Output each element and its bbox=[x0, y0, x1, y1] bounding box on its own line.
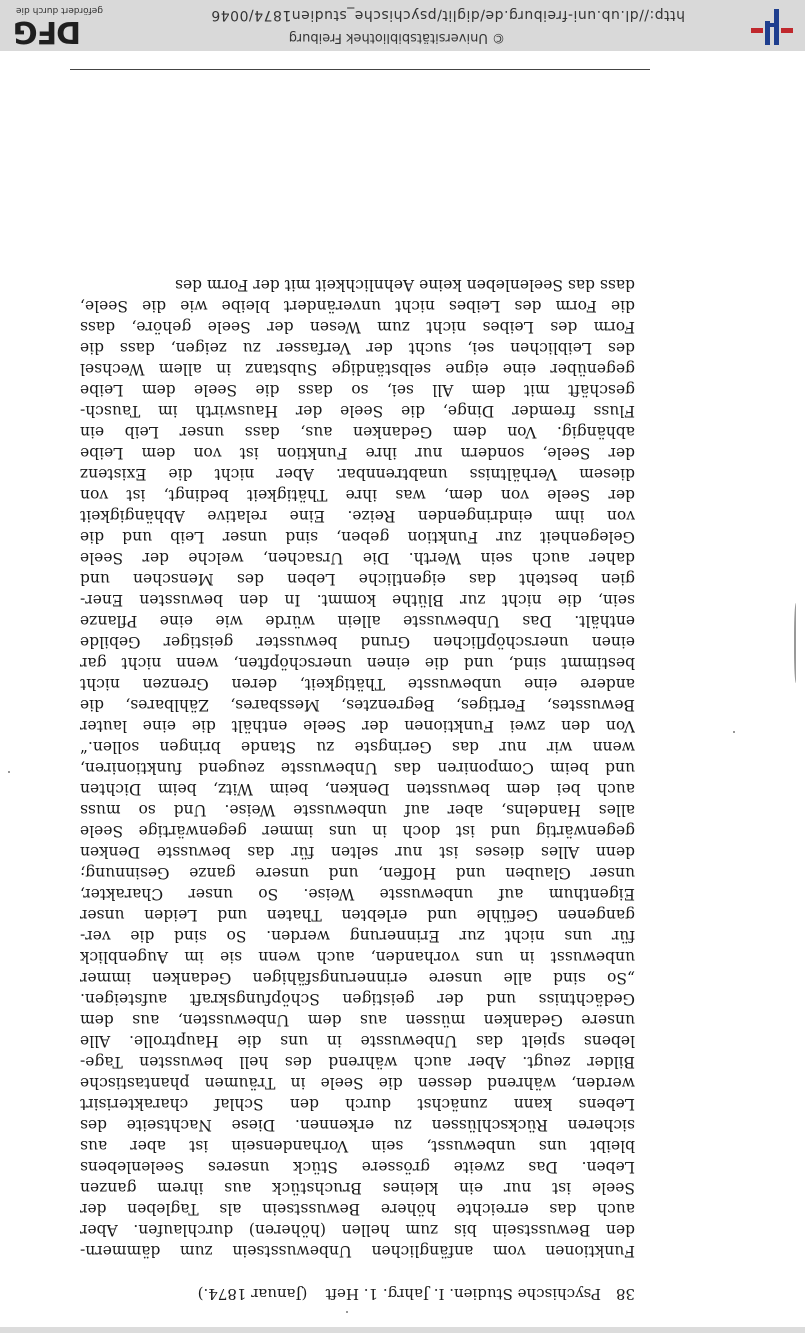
page-top-edge bbox=[0, 1327, 805, 1333]
text-line: Leben. Das zweite grössere Stück unseres Seelenlebens bbox=[80, 1158, 635, 1176]
text-line: sicheren Rückschlüssen zu erkennen. Diese Nachtseite des bbox=[80, 1116, 635, 1134]
text-line: andere eine unbewusste Thätigkeit, deren Grenzen nicht bbox=[80, 675, 635, 693]
text-line: Form des Leibes nicht zum Wesen der Seele gehöre, dass bbox=[80, 318, 635, 336]
text-line: die Form des Leibes nicht unverändert bleibe wie die Seele, bbox=[80, 297, 635, 315]
text-line: der Seele von dem, was ihre Thätigkeit bedingt, ist von bbox=[80, 486, 635, 504]
scan-speck bbox=[733, 731, 735, 733]
page-number: 38 bbox=[615, 1285, 635, 1303]
text-line: unbewusst in uns vorhanden, auch wenn sie im Augenblick bbox=[80, 948, 635, 966]
bottom-rule bbox=[70, 69, 650, 70]
text-line: Bewusstes, Fertiges, Begrenztes, Messbares, Zählbares, die bbox=[80, 696, 635, 714]
scan-speck bbox=[8, 771, 10, 773]
text-line: sein, die nicht zur Blüthe kommt. In den bewussten Ener- bbox=[80, 591, 635, 609]
library-banner bbox=[0, 0, 805, 51]
scan-edge-mark bbox=[794, 603, 799, 683]
text-line: daher auch sein Werth. Die Ursachen, welche der Seele bbox=[80, 549, 635, 567]
text-line: Lebens kann zunächst durch den Schlaf charakterisirt bbox=[80, 1095, 635, 1113]
scan-speck bbox=[346, 1311, 348, 1313]
text-line: denn Alles dieses ist nur selten für das bewusste Denken bbox=[80, 843, 635, 861]
text-line: Gelegenheit zur Funktion geben, sind unser Leib und die bbox=[80, 528, 635, 546]
text-line: alles Handelns, aber auf unbewusste Weise. Und so muss bbox=[80, 801, 635, 819]
text-line: von ihm eindringenden Reize. Eine relative Abhängigkeit bbox=[80, 507, 635, 525]
text-line: bleibt uns unbewusst, sein Vorhandensein ist aber aus bbox=[80, 1137, 635, 1155]
text-line: gien besteht das eigentliche Leben des Menschen und bbox=[80, 570, 635, 588]
text-line: abhängig. Von dem Gedanken aus, dass unser Leib ein bbox=[80, 423, 635, 441]
text-line: Bilder zeugt. Aber auch während des hell bewussten Tage- bbox=[80, 1053, 635, 1071]
text-line: der Seele, sondern nur ihre Funktion ist von dem Leibe bbox=[80, 444, 635, 462]
issue-date: (Januar 1874.) bbox=[197, 1285, 308, 1303]
source-url-link[interactable]: http://dl.ub.uni-freiburg.de/diglit/psychische_studien1874/0046 bbox=[210, 7, 685, 23]
text-line: Eigenthum auf unbewusste Weise. So unser Charakter, bbox=[80, 885, 635, 903]
text-line: unsere Gedanken müssen aus dem Unbewussten, aus dem bbox=[80, 1011, 635, 1029]
text-line: diesem Verhältniss unabtrennbar. Aber nicht die Existenz bbox=[80, 465, 635, 483]
text-line: des Leiblichen sei, sucht der Verfasser zu zeigen, dass die bbox=[80, 339, 635, 357]
text-line: gangenen Gefühle und erlebten Thaten und Leiden unser bbox=[80, 906, 635, 924]
text-line: und beim Componiren das Unbewusste zeugend funktioniren, bbox=[80, 759, 635, 777]
text-line: gegenüber eine eigne selbständige Substanz in allem Wechsel bbox=[80, 360, 635, 378]
text-line: werden, während dessen die Seele in Träumen phantastische bbox=[80, 1074, 635, 1092]
text-line: gegenwärtig und ist doch in uns immer gegenwärtige Seele bbox=[80, 822, 635, 840]
text-line: für uns nicht zur Erinnerung werden. So sind die ver- bbox=[80, 927, 635, 945]
copyright-notice: © Universitätsbibliothek Freiburg bbox=[288, 30, 505, 45]
text-line: Seele ist nur ein kleines Bruchstück aus ihrem ganzen bbox=[80, 1179, 635, 1197]
text-line: Fluss fremder Dinge, die Seele der Hauswirth im Tausch- bbox=[80, 402, 635, 420]
dfg-logo-text: DFG bbox=[14, 14, 82, 49]
text-line: auch das erreichte höhere Bewusstsein als Tagleben der bbox=[80, 1200, 635, 1218]
text-line: bestimmt sind, und die einen unerschöpften, wenn nicht gar bbox=[80, 654, 635, 672]
text-line: wenn wir nur das Geringste zu Stande bringen sollen.“ bbox=[80, 738, 635, 756]
dfg-logo bbox=[14, 1, 104, 49]
text-line: enthält. Das Unbewusste allein würde wie eine Pflanze bbox=[80, 612, 635, 630]
running-title: Psychische Studien. I. Jahrg. 1. Heft bbox=[325, 1285, 601, 1303]
text-line: geschäft mit dem All sei, so dass die Seele dem Leibe bbox=[80, 381, 635, 399]
text-line: Von den zwei Funktionen der Seele enthält die eine lauter bbox=[80, 717, 635, 735]
text-line: dass das Seelenleben keine Aehnlichkeit mit der Form des bbox=[174, 276, 635, 294]
text-line: einen unerschöpflichen Grund bewusster geistiger Gebilde bbox=[80, 633, 635, 651]
text-line: „So sind alle unsere erinnerungsfähigen Gedanken immer bbox=[80, 969, 635, 987]
text-line: den Bewusstsein bis zum hellen (höheren) durchlaufen. Aber bbox=[80, 1221, 635, 1239]
text-line: unser Glauben und Hoffen, und unsere ganze Gesinnung; bbox=[80, 864, 635, 882]
text-line: lebens spielt das Unbewusste in uns die Hauptrolle. Alle bbox=[80, 1032, 635, 1050]
body-text bbox=[80, 274, 635, 1261]
ub-freiburg-logo-icon bbox=[749, 7, 795, 47]
text-line: auch bei dem bewussten Denken, beim Witz, beim Dichten bbox=[80, 780, 635, 798]
dfg-subtitle: gefördert durch die bbox=[16, 5, 103, 15]
text-line: Funktionen vom anfänglichen Unbewusstsein zum dämmern- bbox=[80, 1242, 635, 1260]
running-header bbox=[145, 1281, 635, 1307]
text-line: Gedächtniss und der geistigen Schöpfungskraft aufsteigen. bbox=[80, 990, 635, 1008]
